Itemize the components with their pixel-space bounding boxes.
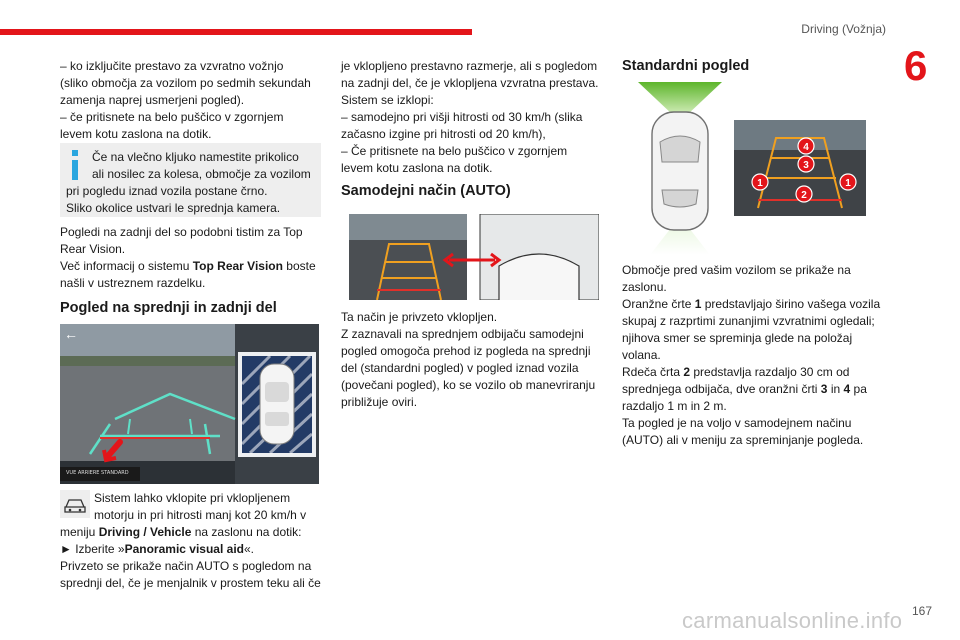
col3-body (622, 262, 912, 449)
text-line: Rear Vision. (60, 242, 126, 256)
chapter-number: 6 (904, 42, 928, 89)
text-line: – samodejno pri višji hitrosti od 30 km/h (slika (341, 110, 583, 124)
text-span: Več informacij o sistemu (60, 259, 193, 273)
text-line: Ta pogled je na voljo v samodejnem načinu (622, 416, 852, 430)
text-line: pri pogledu iznad vozila postane črno. (66, 184, 268, 198)
text-line: začasno izgine pri hitrosti od 20 km/h), (341, 127, 546, 141)
text-line: zaslonu. (622, 280, 667, 294)
standard-view-diagram (630, 80, 870, 255)
col2-heading-wrap (341, 183, 611, 200)
section-heading: Pogled na sprednji in zadnji del (60, 300, 277, 316)
text-line: Območje pred vašim vozilom se prikaže na (622, 263, 851, 277)
text-line: Sliko okolice ustvari le sprednja kamera. (66, 201, 281, 215)
callout-3: 3 (803, 160, 809, 171)
text-bold: 2 (683, 365, 691, 379)
text-line: del (standardni pogled) v pogled iznad vozila (341, 361, 579, 375)
text-line: sprednji del, če je menjalnik v prostem teku ali če (60, 576, 321, 590)
camera-screen-image (60, 324, 319, 484)
text-line: (povečani pogled), ko se vozilo ob manevriranju (341, 378, 596, 392)
text-line: motorju in pri hitrosti manj kot 20 km/h v (94, 508, 307, 522)
text-span: pa (850, 382, 867, 396)
text-bold: Top Rear Vision (192, 259, 283, 273)
text-bold: Panoramic visual aid (124, 542, 244, 556)
text-line: je vklopljeno prestavno razmerje, ali s pogledom (341, 59, 598, 73)
text-line: pogled omogoča prehod iz pogleda na sprednji (341, 344, 591, 358)
text-line (60, 258, 330, 275)
text-span: meniju (60, 525, 99, 539)
text-line: – če pritisnete na belo puščico v zgornjem (60, 110, 284, 124)
text-line: volana. (622, 348, 661, 362)
auto-mode-image (349, 214, 599, 300)
text-line (60, 524, 330, 541)
text-span: «. (243, 542, 254, 556)
text-line: na zadnji del, če je vklopljena vzvratna prestava. (341, 76, 599, 90)
text-line: Pogledi na zadnji del so podobni tistim za Top (60, 225, 303, 239)
text-line (622, 364, 912, 381)
text-span: na zaslonu na dotik: (191, 525, 302, 539)
text-line: približuje oviri. (341, 395, 418, 409)
text-line: njihova smer se spreminja glede na položaj (622, 331, 853, 345)
col1-car-text (60, 490, 330, 592)
text-line (60, 541, 330, 558)
text-line: Privzeto se prikaže način AUTO s pogledom na (60, 559, 312, 573)
text-line: – Če pritisnete na belo puščico v zgornjem (341, 144, 568, 158)
text-span: Oranžne črte (622, 297, 695, 311)
callout-1-left: 1 (757, 178, 763, 189)
text-line: zamenja naprej usmerjeni pogled). (60, 93, 245, 107)
text-line: – ko izključite prestavo za vzvratno vožnjo (60, 59, 284, 73)
section-title: Driving (Vožnja) (801, 22, 886, 36)
section-heading: Standardni pogled (622, 58, 750, 74)
text-line: (AUTO) ali v meniju za spreminjanje pogleda. (622, 433, 864, 447)
text-span: boste (282, 259, 316, 273)
page-number: 167 (912, 604, 933, 618)
col2-top (341, 58, 611, 177)
text-span: in (827, 382, 844, 396)
callout-1-right: 1 (845, 178, 851, 189)
text-span: predstavljajo širino vašega vozila (701, 297, 881, 311)
text-span: predstavlja razdaljo 30 cm od (690, 365, 850, 379)
bullet-arrow-icon: ► (60, 542, 72, 556)
text-span: sprednjega odbijača, dve oranžni črti (622, 382, 821, 396)
text-span: Rdeča črta (622, 365, 684, 379)
text-line: Ta način je privzeto vklopljen. (341, 310, 498, 324)
text-line: levem kotu zaslona na dotik. (341, 161, 493, 175)
text-span: Izberite » (71, 542, 125, 556)
section-heading: Samodejni način (AUTO) (341, 183, 511, 199)
text-line: ali nosilec za kolesa, območje za vozilom (92, 167, 311, 181)
text-line: (sliko območja za vozilom po sedmih sekundah (60, 76, 311, 90)
text-line: Sistem lahko vklopite pri vklopljenem (94, 491, 291, 505)
text-line: našli v ustreznem razdelku. (60, 276, 206, 290)
col1-intro (60, 58, 330, 143)
header-accent-bar (0, 29, 472, 35)
back-arrow-icon[interactable]: ← (64, 326, 78, 342)
text-line (622, 381, 912, 398)
col1-heading-wrap (60, 300, 330, 317)
col1-para2 (60, 224, 330, 292)
col3-heading-wrap (622, 58, 902, 75)
text-line: Če na vlečno kljuko namestite prikolico (92, 150, 299, 164)
text-line: Sistem se izklopi: (341, 93, 434, 107)
info-text (66, 149, 321, 217)
text-bold: 4 (843, 382, 851, 396)
text-line: skupaj z razprtimi zunanjimi vzvratnimi ogledali; (622, 314, 875, 328)
callout-4: 4 (803, 142, 809, 153)
text-bold: 1 (694, 297, 702, 311)
callout-2: 2 (801, 190, 807, 201)
screen-view-label: VUE ARRIERE STANDARD (66, 470, 129, 476)
text-line (622, 296, 912, 313)
text-line: levem kotu zaslona na dotik. (60, 127, 212, 141)
watermark: carmanualsonline.info (682, 608, 903, 633)
text-bold: 3 (820, 382, 828, 396)
col2-body (341, 309, 611, 411)
text-bold: Driving / Vehicle (98, 525, 192, 539)
text-line: razdaljo 1 m in 2 m. (622, 399, 727, 413)
text-line: Z zaznavali na sprednjem odbijaču samodejni (341, 327, 584, 341)
